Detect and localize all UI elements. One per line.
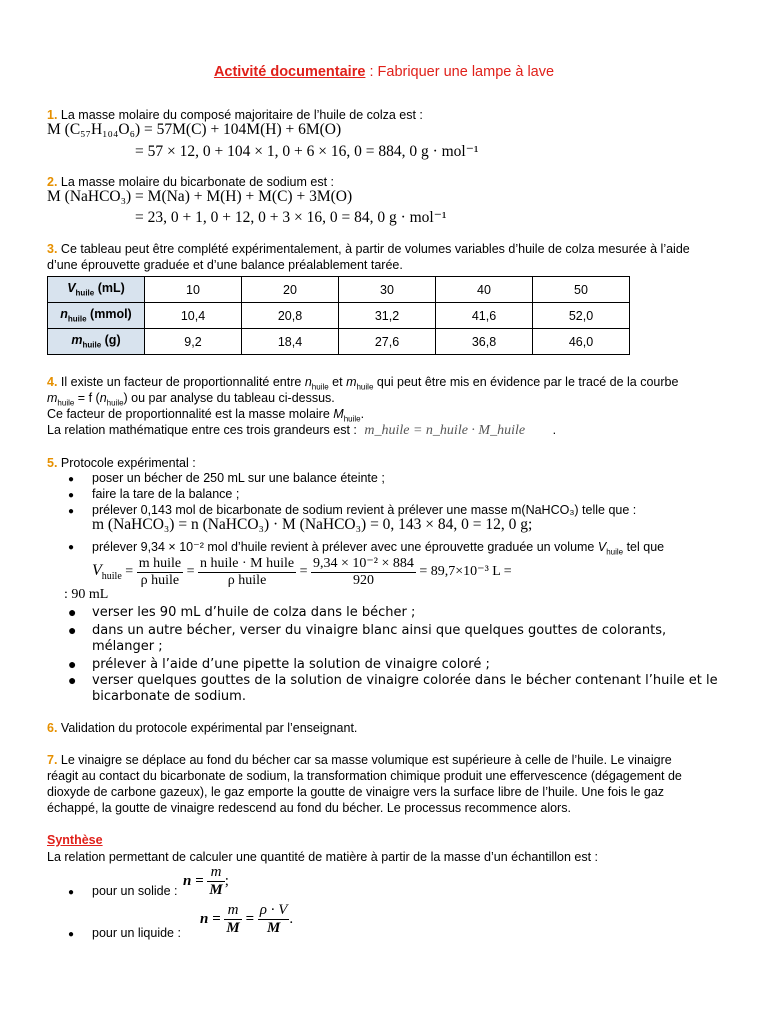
bullet-icon: ● <box>68 887 75 898</box>
row-header: $n_{huile}$ (mmol) <box>48 303 145 329</box>
table-cell: 52,0 <box>533 303 630 329</box>
bullet-icon: ● <box>68 622 77 638</box>
solid-formula: n = $\frac{m}{M}$ ; <box>183 864 229 898</box>
table-cell: 20,8 <box>242 303 339 329</box>
q1-equation-line1: M (C₅₇H₁₀₄O₆) = 57M(C) + 104M(H) + 6M(O) <box>47 121 342 138</box>
question-4-line2: $m_{huile} = f$ $(n_{huile})$ ou par analyse du tableau ci-dessus. <box>47 391 335 408</box>
q2-equation-line2: = 23, 0 + 1, 0 + 12, 0 + 3 × 16, 0 = 84, 0 g · mol⁻¹ <box>135 209 447 226</box>
table-cell: 10,4 <box>145 303 242 329</box>
protocol-step-6-line2: mélanger ; <box>92 639 163 654</box>
table-cell: 18,4 <box>242 329 339 355</box>
row-header: $m_{huile}$ (g) <box>48 329 145 355</box>
synthese-text: La relation permettant de calculer une quantité de matière à partir de la masse d’un échantillon est : <box>47 850 599 864</box>
table-row <box>48 277 630 303</box>
protocol-step-8: verser quelques gouttes de la solution de vinaigre colorée dans le bécher contenant l’huile et le <box>92 673 718 688</box>
relation-formula: m_huile = n_huile · M_huile <box>364 423 526 438</box>
synthese-heading: Synthèse <box>47 833 103 847</box>
protocol-step-6: dans un autre bécher, verser du vinaigre blanc ainsi que quelques gouttes de colorants, <box>92 623 667 638</box>
row-header: $V_{huile}$ (mL) <box>48 277 145 303</box>
protocol-step-3: prélever 0,143 mol de bicarbonate de sodium revient à prélever une masse m(NaHCO₃) telle que : <box>92 503 637 517</box>
table-cell: 40 <box>436 277 533 303</box>
question-3-line2: d’une éprouvette graduée et d’une balance préalablement tarée. <box>47 258 403 272</box>
question-7: 7. Le vinaigre se déplace au fond du bécher car sa masse volumique est supérieure à celle de l’huile. Le vinaigre <box>47 753 672 767</box>
question-2: 2. La masse molaire du bicarbonate de sodium est : <box>47 175 334 189</box>
liquid-formula: n = $\frac{m}{M}$ = $\frac{\rho \cdot V}{M}$ . <box>200 902 294 936</box>
page-title <box>0 64 768 80</box>
bullet-icon: ● <box>68 672 77 688</box>
question-6: 6. Validation du protocole expérimental par l’enseignant. <box>47 721 358 735</box>
protocol-step-1: poser un bécher de 250 mL sur une balance éteinte ; <box>92 471 385 485</box>
q2-equation-line1: M (NaHCO₃) = M(Na) + M(H) + M(C) + 3M(O) <box>47 188 353 205</box>
bullet-icon: ● <box>68 506 75 517</box>
protocol-step-8-line2: bicarbonate de sodium. <box>92 689 246 704</box>
table-cell: 20 <box>242 277 339 303</box>
question-4-line3: Ce facteur de proportionnalité est la masse molaire $M_{huile}$. <box>47 407 365 424</box>
table-cell: 30 <box>339 277 436 303</box>
bullet-icon: ● <box>68 604 77 620</box>
question-7-line3: dioxyde de carbone gazeux), le gaz emporte la goutte de vinaigre vers la surface libre de l’huile. Une fois le gaz <box>47 785 665 799</box>
protocol-step-4: prélever 9,34 × 10⁻² mol d’huile revient à prélever avec une éprouvette graduée un volume $V_{huile}$ tel que <box>92 540 665 557</box>
question-7-line2: réagit au contact du bicarbonate de sodium, la transformation chimique produit une effervescence (dégagement de <box>47 769 682 783</box>
volume-result: : 90 mL <box>64 587 109 602</box>
volume-equation: $V_{huile}$ = $\frac{\text{m huile}}{\text{ρ huile}}$ = $\frac{\text{n huile · M huile}}{\text{ρ huile}}$ = $\frac{\text{9,34 × 10⁻² × 884}}{920}$ = 89,7×10⁻³ L = <box>92 555 512 588</box>
bullet-icon: ● <box>68 490 75 501</box>
title-sub: : Fabriquer une lampe à lave <box>365 64 555 80</box>
table-cell: 31,2 <box>339 303 436 329</box>
question-4-line4: La relation mathématique entre ces trois grandeurs est : m_huile = n_huile · M_huile . <box>47 423 557 438</box>
table-cell: 46,0 <box>533 329 630 355</box>
table-cell: 50 <box>533 277 630 303</box>
question-1: 1. La masse molaire du composé majoritaire de l’huile de colza est : <box>47 108 423 122</box>
solid-label: pour un solide : <box>92 884 178 898</box>
protocol-step-5: verser les 90 mL d’huile de colza dans le bécher ; <box>92 605 416 620</box>
question-7-line4: échappé, la goutte de vinaigre redescend au fond du bécher. Le processus recommence alors. <box>47 801 571 815</box>
question-3: 3. Ce tableau peut être complété expérimentalement, à partir de volumes variables d’huile de colza mesurée à l’aide <box>47 242 690 256</box>
protocol-step-2: faire la tare de la balance ; <box>92 487 240 501</box>
table-row <box>48 329 630 355</box>
bullet-icon: ● <box>68 542 75 553</box>
bullet-icon: ● <box>68 929 75 940</box>
question-5: 5. Protocole expérimental : <box>47 456 196 470</box>
data-table <box>47 276 630 355</box>
question-4: 4. Il existe un facteur de proportionnalité entre $n_{huile}$ et $m_{huile}$ qui peut être mis en évidence par le tracé de la courbe <box>47 375 679 392</box>
protocol-step-7: prélever à l’aide d’une pipette la solution de vinaigre coloré ; <box>92 657 490 672</box>
table-row <box>48 303 630 329</box>
title-main: Activité documentaire <box>213 64 366 80</box>
bullet-icon: ● <box>68 656 77 672</box>
bullet-icon: ● <box>68 474 75 485</box>
protocol-step-3-equation: m (NaHCO₃) = n (NaHCO₃) · M (NaHCO₃) = 0, 143 × 84, 0 = 12, 0 g; <box>92 516 533 533</box>
liquid-label: pour un liquide : <box>92 926 181 940</box>
q1-equation-line2: = 57 × 12, 0 + 104 × 1, 0 + 6 × 16, 0 = 884, 0 g · mol⁻¹ <box>135 143 479 160</box>
table-cell: 10 <box>145 277 242 303</box>
table-cell: 9,2 <box>145 329 242 355</box>
table-cell: 27,6 <box>339 329 436 355</box>
table-cell: 36,8 <box>436 329 533 355</box>
table-cell: 41,6 <box>436 303 533 329</box>
